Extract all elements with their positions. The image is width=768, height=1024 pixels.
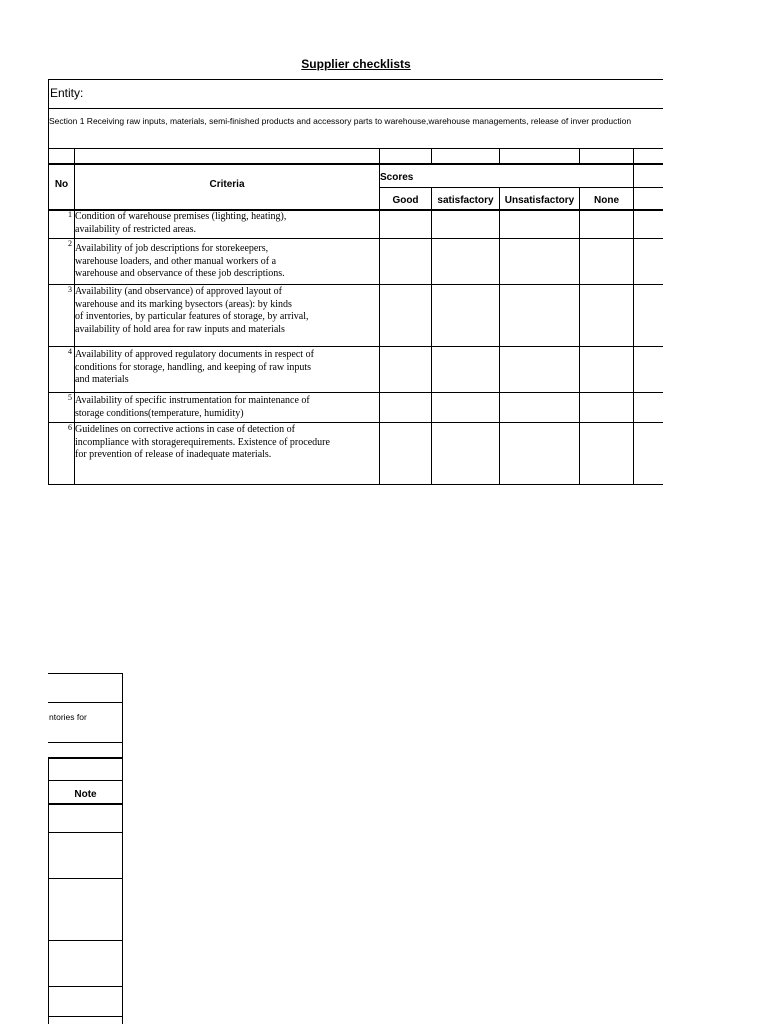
grid-line [48,346,663,347]
row-number: 1 [68,210,72,219]
grid-line [48,780,123,781]
grid-line [48,986,123,987]
grid-line [48,803,123,805]
header-unsatisfactory: Unsatisfactory [504,195,575,206]
grid-line [48,392,663,393]
row-criteria: Availability of approved regulatory documents in respect of conditions for storage, handling, and keeping of raw inputs and materials [75,349,314,385]
grid-line [48,1016,123,1017]
grid-line [48,673,123,674]
row-number: 2 [68,239,72,248]
header-no: No [54,179,69,190]
grid-line [48,742,123,743]
grid-line [48,422,663,423]
grid-line [48,878,123,879]
entity-label: Entity: [50,86,84,100]
row-number: 3 [68,285,72,294]
grid-line [48,940,123,941]
row-criteria: Condition of warehouse premises (lighting, heating), availability of restricted areas. [75,211,287,235]
grid-line [579,187,580,484]
section-heading: Section 1 Receiving raw inputs, materials, semi-finished products and accessory parts to warehouse,warehouse managements, release of inver production [49,116,632,126]
grid-line [431,187,432,484]
header-good: Good [392,195,419,206]
grid-line [431,148,432,163]
grid-line [48,148,663,149]
row-criteria: Availability (and observance) of approved layout of warehouse and its marking bysectors (areas): by kinds of inventories, by particular features of storage, by arrival, availability of hold area for raw inputs and materials [75,286,309,335]
grid-line [499,148,500,163]
section-heading-overflow: ntories for [49,712,87,722]
header-scores: Scores [380,172,414,183]
row-number: 4 [68,347,72,356]
grid-line [48,484,663,485]
row-number: 6 [68,423,72,432]
header-none: None [594,195,619,206]
header-satisfactory: satisfactory [437,195,494,206]
grid-line [48,284,663,285]
header-note: Note [74,789,97,800]
row-criteria: Guidelines on corrective actions in case of detection of incompliance with storagerequirements. Existence of procedure for prevention of release of inadequate materials. [75,424,330,460]
grid-line [48,79,663,80]
grid-line [48,108,663,109]
grid-line [48,832,123,833]
row-number: 5 [68,393,72,402]
row-criteria: Availability of specific instrumentation for maintenance of storage conditions(temperature, humidity) [75,395,310,419]
grid-line [122,673,123,1024]
grid-line [499,187,500,484]
grid-line [48,238,663,239]
header-criteria: Criteria [209,179,245,190]
grid-line [579,148,580,163]
grid-line [379,187,663,188]
row-criteria: Availability of job descriptions for storekeepers, warehouse loaders, and other manual workers of a warehouse and observance of these job descriptions. [75,243,285,279]
grid-line [48,163,663,165]
grid-line [48,702,123,703]
grid-line [48,757,123,759]
grid-line [633,148,634,484]
page-title: Supplier checklists [301,57,411,71]
